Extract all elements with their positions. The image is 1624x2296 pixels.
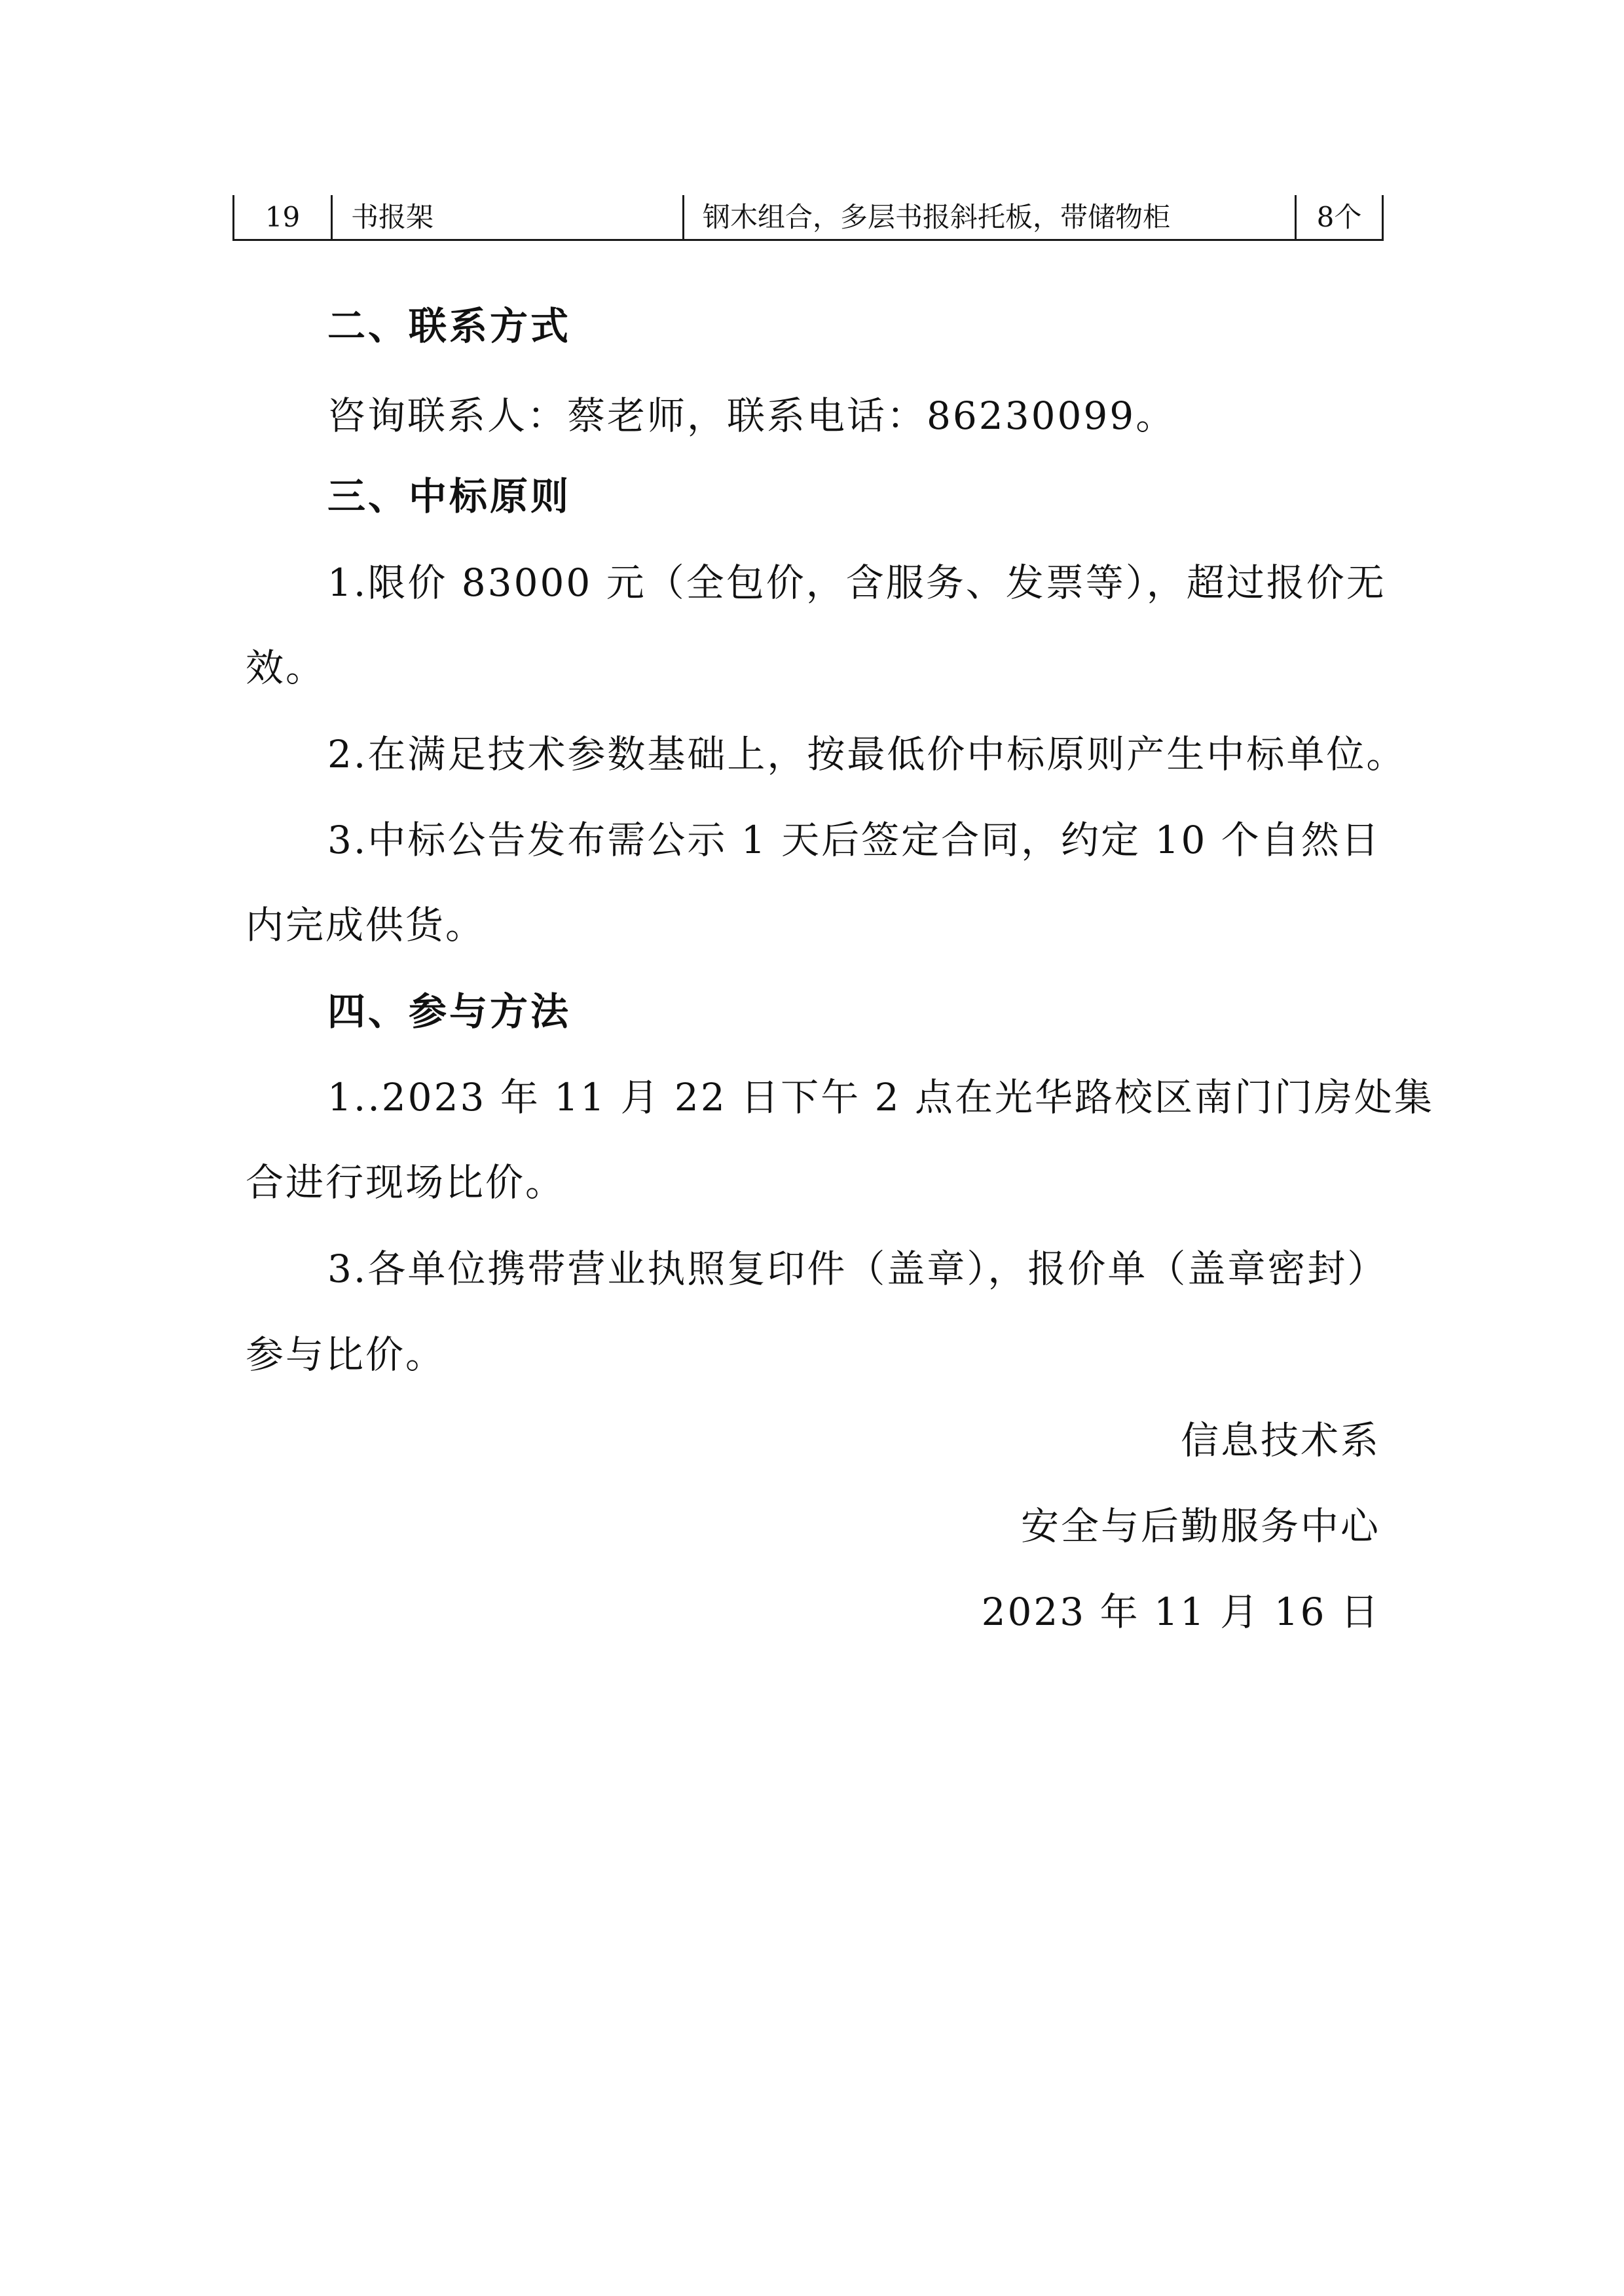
participation-item-1-line-2: 合进行现场比价。: [246, 1160, 566, 1205]
award-item-1-line-1: 1.限价 83000 元（全包价，含服务、发票等），超过报价无: [327, 560, 1386, 605]
table-row: [232, 195, 1384, 241]
table-cell-item-name: 书报架: [331, 195, 682, 241]
table-cell-quantity: 8个: [1295, 195, 1384, 241]
award-item-3-line-2: 内完成供货。: [246, 903, 486, 947]
signature-date: 2023 年 11 月 16 日: [981, 1590, 1380, 1634]
participation-item-3-line-2: 参与比价。: [246, 1332, 446, 1377]
section-heading-participation: 四、参与方法: [327, 989, 572, 1034]
participation-item-3-line-1: 3.各单位携带营业执照复印件（盖章），报价单（盖章密封）: [327, 1247, 1388, 1291]
award-item-2: 2.在满足技术参数基础上，按最低价中标原则产生中标单位。: [327, 732, 1407, 776]
section-heading-contact: 二、联系方式: [327, 304, 572, 348]
section-heading-award-principle: 三、中标原则: [327, 474, 572, 519]
signature-department: 信息技术系: [1180, 1418, 1380, 1463]
award-item-3-line-1: 3.中标公告发布需公示 1 天后签定合同，约定 10 个自然日: [327, 818, 1381, 862]
participation-item-1-line-1: 1..2023 年 11 月 22 日下午 2 点在光华路校区南门门房处集: [327, 1075, 1434, 1120]
contact-info: 咨询联系人：蔡老师，联系电话：86230099。: [327, 393, 1176, 438]
signature-service-center: 安全与后勤服务中心: [1020, 1504, 1380, 1548]
award-item-1-line-2: 效。: [246, 646, 326, 690]
table-cell-number: 19: [232, 195, 331, 241]
table-cell-specification: 钢木组合，多层书报斜托板，带储物柜: [682, 195, 1295, 241]
